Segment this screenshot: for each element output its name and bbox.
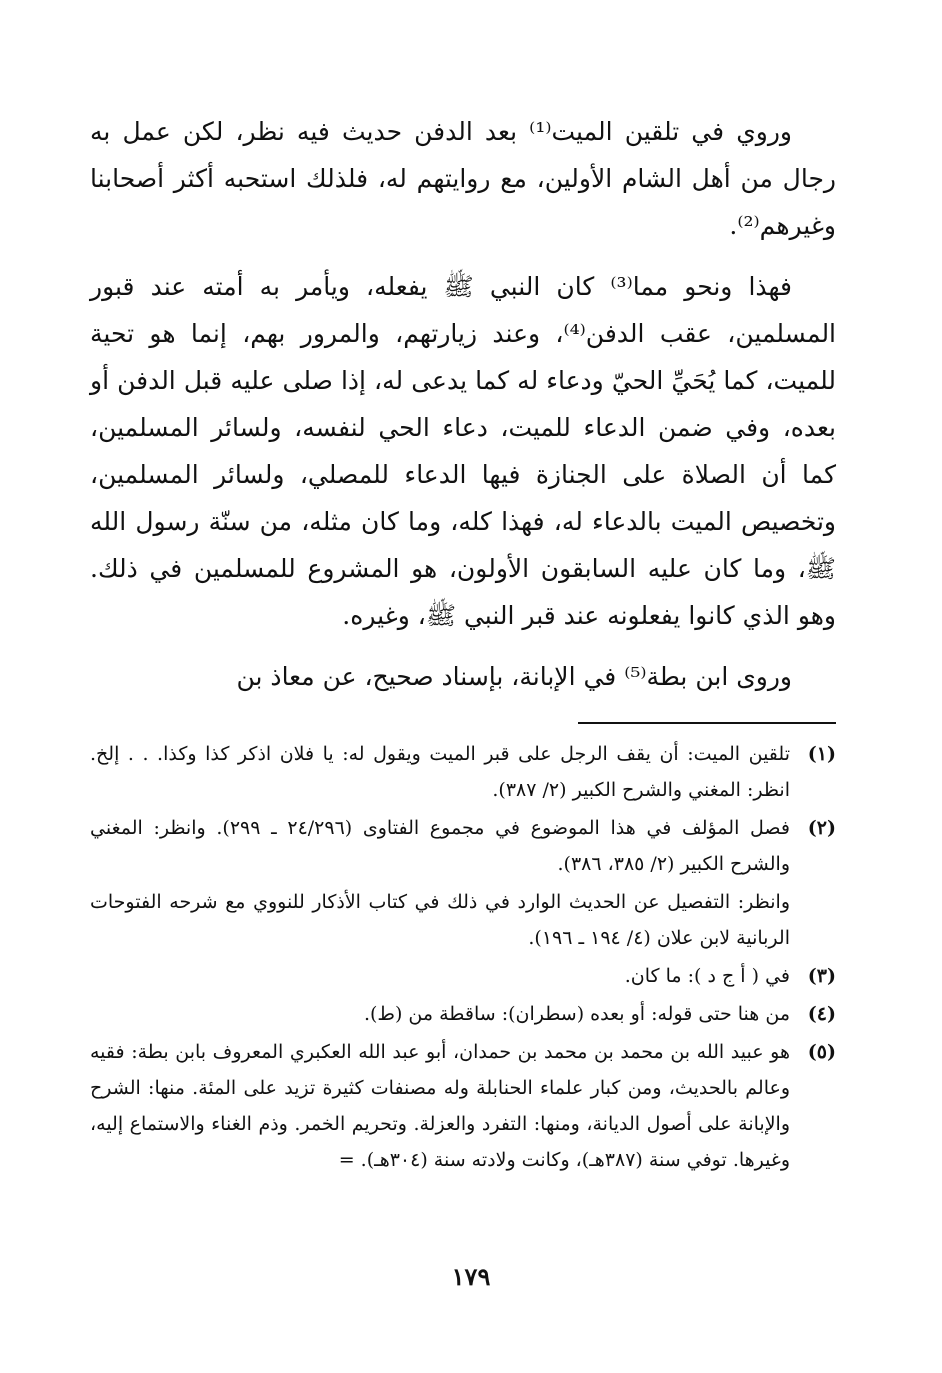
footnote <box>90 810 836 882</box>
footnote-text: تلقين الميت: أن يقف الرجل على قبر الميت ويقول له: يا فلان اذكر كذا وكذا. . . إلخ. انظر: المغني والشرح الكبير (٢/ ٣٨٧). <box>90 743 790 801</box>
footnote-number: (٤) <box>807 1003 836 1025</box>
footnote-continuation: وانظر: التفصيل عن الحديث الوارد في ذلك في كتاب الأذكار للنووي مع شرحه الفتوحات الربانية لابن علان (٤/ ١٩٤ ـ ١٩٦). <box>90 891 790 949</box>
paragraph: وروى ابن بطة⁽⁵⁾ في الإبانة، بإسناد صحيح، عن معاذ بن <box>236 662 792 691</box>
footnote-text: هو عبيد الله بن محمد بن محمد بن حمدان، أبو عبد الله العكبري المعروف بابن بطة: فقيه وعالم بالحديث، ومن كبار علماء الحنابلة وله مصنفات كثيرة تزيد على المئة. منها: الشرح والإبانة على أصول الديانة، ومنها: التفرد والعزلة. وتحريم الخمر. وذم الغناء والاستماع إليه، وغيرها. توفي سنة (٣٨٧هـ)، وكانت ولادته سنة (٣٠٤هـ). = <box>90 1041 790 1171</box>
footnote-number: (١) <box>807 743 836 765</box>
page-content <box>90 108 836 1180</box>
footnote-text: فصل المؤلف في هذا الموضوع في مجموع الفتاوى (٢٤/٢٩٦ ـ ٢٩٩). وانظر: المغني والشرح الكبير (٢/ ٣٨٥، ٣٨٦). <box>90 817 790 875</box>
footnote-number: (٥) <box>807 1041 836 1063</box>
footnote <box>90 736 836 808</box>
footnote-number: (٣) <box>807 965 836 987</box>
paragraph: فهذا ونحو مما⁽³⁾ كان النبي ﷺ يفعله، ويأمر به أمته عند قبور المسلمين، عقب الدفن⁽⁴⁾، وعند زيارتهم، والمرور بهم، إنما هو تحية للميت، كما يُحَيِّ الحيّ ودعاء له كما يدعى له، إذا صلى عليه قبل الدفن أو بعده، وفي ضمن الدعاء للميت، دعاء الحي لنفسه، ولسائر المسلمين، كما أن الصلاة على الجنازة فيها الدعاء للمصلي، ولسائر المسلمين، وتخصيص الميت بالدعاء له، فهذا كله، وما كان مثله، من سنّة رسول الله ﷺ، وما كان عليه السابقون الأولون، هو المشروع للمسلمين في ذلك. وهو الذي كانوا يفعلونه عند قبر النبي ﷺ، وغيره. <box>90 272 837 630</box>
footnote <box>90 1034 836 1178</box>
footnote <box>90 958 836 994</box>
main-text <box>90 108 836 700</box>
footnote-text: في ( أ ج د ): ما كان. <box>624 965 790 987</box>
page-number: ١٧٩ <box>451 1262 491 1291</box>
paragraph: وروي في تلقين الميت⁽¹⁾ بعد الدفن حديث فيه نظر، لكن عمل به رجال من أهل الشام الأولين، مع روايتهم له، فلذلك استحبه أكثر أصحابنا وغيرهم⁽²⁾. <box>90 117 836 240</box>
footnote-separator <box>578 722 836 724</box>
footnote-number: (٢) <box>807 817 836 839</box>
footnotes <box>90 736 836 1178</box>
footnote-text: من هنا حتى قوله: أو بعده (سطران): ساقطة من (ط). <box>363 1003 790 1025</box>
footnote <box>90 996 836 1032</box>
